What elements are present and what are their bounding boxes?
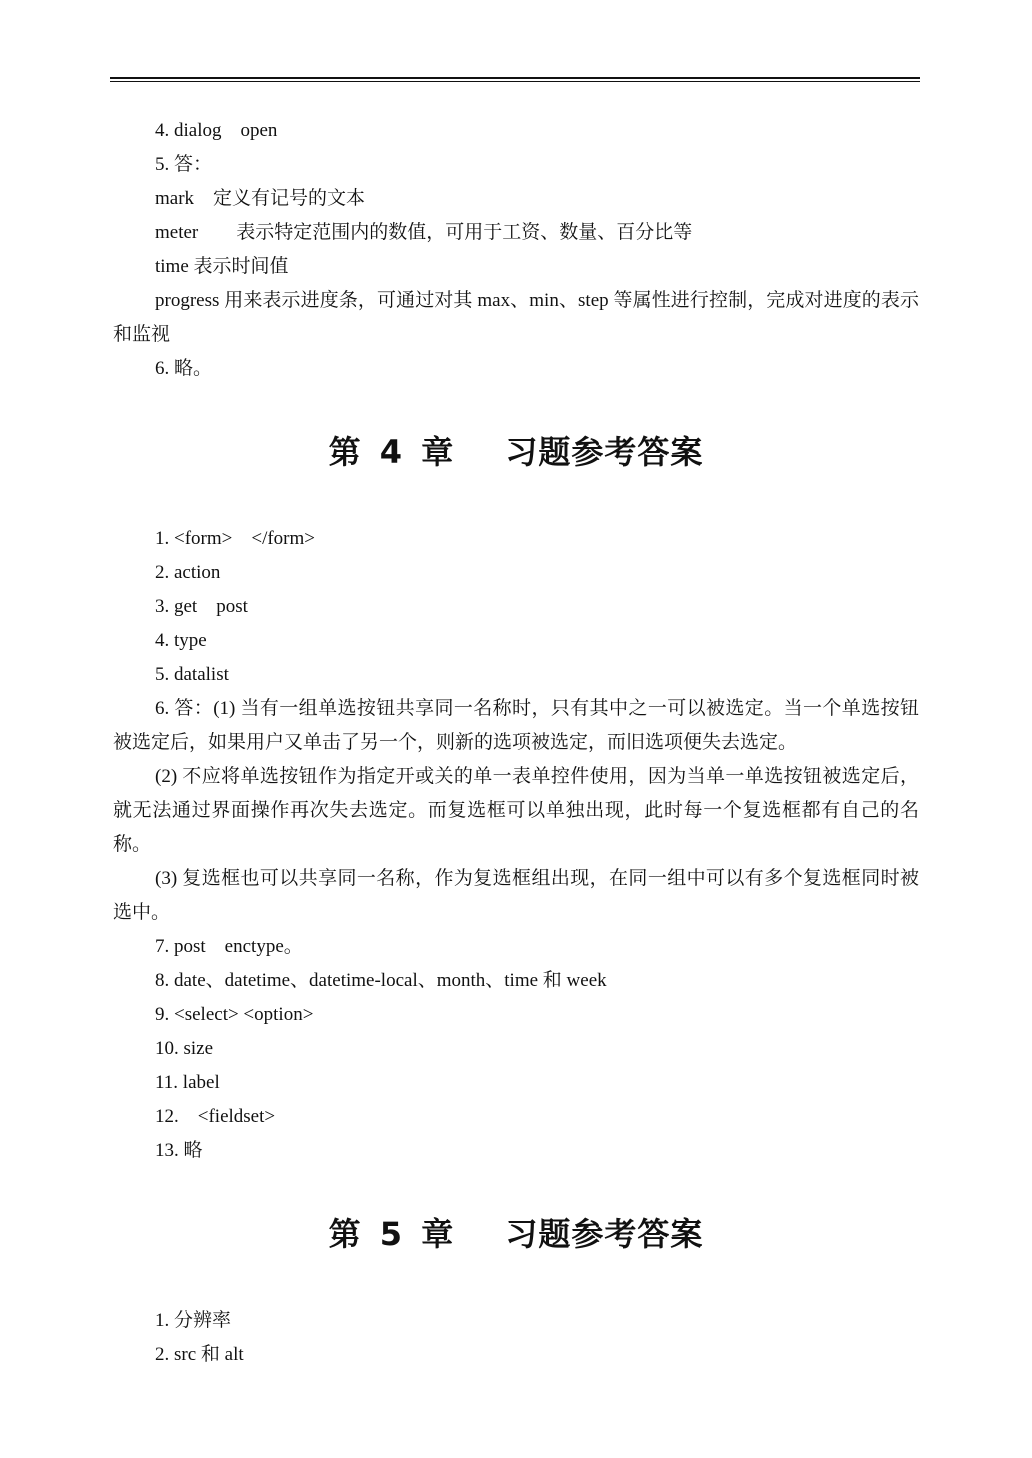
answer-line: time 表示时间值 xyxy=(155,256,289,277)
answer-line: 8. date、datetime、datetime-local、month、time 和 week xyxy=(155,970,607,991)
answer-paragraph: (2) 不应将单选按钮作为指定开或关的单一表单控件使用，因为当单一单选按钮被选定后，就无法通过界面操作再次失去选定。而复选框可以单独出现，此时每一个复选框都有自己的名称。 xyxy=(113,766,919,855)
header-rule-thick xyxy=(110,77,920,79)
answer-line: 1. <form> </form> xyxy=(155,528,316,549)
chapter-4-heading: 第 4 章 习题参考答案 xyxy=(328,433,704,471)
answer-line: meter 表示特定范围内的数值，可用于工资、数量、百分比等 xyxy=(155,222,693,243)
answer-line: 13. 略 xyxy=(155,1140,203,1161)
answer-line: 2. action xyxy=(155,562,221,583)
answer-line: 11. label xyxy=(155,1072,220,1093)
chapter-5-heading: 第 5 章 习题参考答案 xyxy=(328,1215,704,1253)
answer-line: 4. dialog open xyxy=(155,120,278,141)
answer-line: 5. datalist xyxy=(155,664,229,685)
answer-line: mark 定义有记号的文本 xyxy=(155,188,366,209)
answer-line: 6. 略。 xyxy=(155,358,213,379)
answer-line: 1. 分辨率 xyxy=(155,1310,232,1331)
progress-paragraph: progress 用来表示进度条，可通过对其 max、min、step 等属性进行控制，完成对进度的表示和监视 xyxy=(113,290,919,345)
page-content xyxy=(113,114,919,1372)
answer-line: 9. <select> <option> xyxy=(155,1004,314,1025)
answer-line: 7. post enctype。 xyxy=(155,936,303,957)
answer-line: 10. size xyxy=(155,1038,214,1059)
answer-line: 4. type xyxy=(155,630,207,651)
answer-line: 12. <fieldset> xyxy=(155,1106,276,1127)
answer-paragraph: 6. 答：(1) 当有一组单选按钮共享同一名称时，只有其中之一可以被选定。当一个单选按钮被选定后，如果用户又单击了另一个，则新的选项被选定，而旧选项便失去选定。 xyxy=(113,698,919,753)
answer-paragraph: (3) 复选框也可以共享同一名称，作为复选框组出现，在同一组中可以有多个复选框同时被选中。 xyxy=(113,868,919,923)
answer-line: 5. 答： xyxy=(155,154,213,175)
header-rule-thin xyxy=(110,81,920,82)
answer-line: 2. src 和 alt xyxy=(155,1344,244,1365)
answer-line: 3. get post xyxy=(155,596,248,617)
